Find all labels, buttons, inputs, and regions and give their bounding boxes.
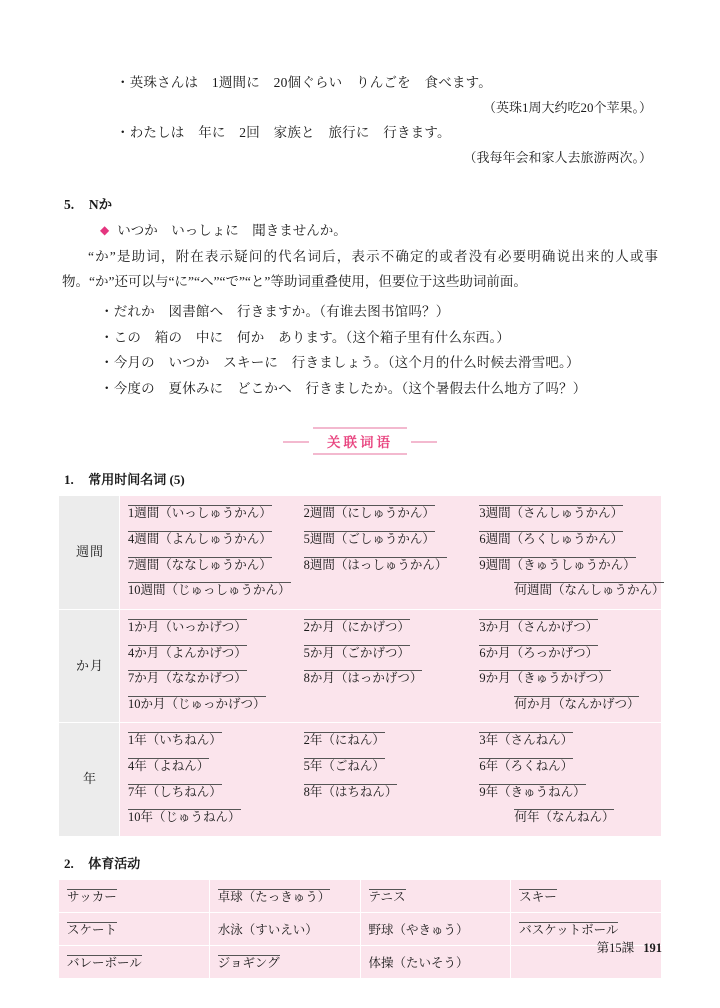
row-content [120, 723, 662, 837]
vocab-item: 7年（しちねん） [128, 784, 222, 799]
vocab-item: 10年（じゅうねん） [128, 810, 241, 825]
vocab-item: 1年（いちねん） [128, 733, 222, 748]
grammar-headline-row [100, 219, 662, 243]
vocab-item: 2週間（にしゅうかん） [303, 506, 435, 521]
sports-label: 体操（たいそう） [368, 955, 469, 970]
vocab-item: 3か月（さんかげつ） [479, 619, 599, 634]
sports-label: バスケットボール [519, 922, 619, 937]
table-row [59, 496, 662, 610]
sports-label: 水泳（すいえい） [217, 922, 318, 937]
lesson-label: 第15課 [596, 941, 635, 955]
sports-item [511, 879, 662, 912]
grammar-example: ・だれか 図書館へ 行きますか。（有谁去图书馆吗？） [100, 303, 450, 319]
vocab-item: 4年（よねん） [128, 759, 210, 774]
sports-label: バレーボール [67, 955, 142, 970]
sports-item [360, 879, 511, 912]
vocab-item: 2か月（にかげつ） [303, 619, 410, 634]
sports-label: 野球（やきゅう） [368, 922, 469, 937]
sports-table [58, 879, 662, 979]
grammar-example: ・この 箱の 中に 何か あります。（这个箱子里有什么东西。） [100, 329, 511, 345]
table-row [59, 879, 662, 912]
vocab-item: 6年（ろくねん） [479, 759, 574, 774]
grammar-headline: いつか いっしょに 聞きませんか。 [117, 222, 347, 238]
top-examples [58, 70, 662, 171]
vocab-item: 1週間（いっしゅうかん） [128, 506, 272, 521]
time-nouns-table [58, 495, 665, 837]
subsection-label: 体育活动 [88, 855, 141, 871]
sports-item [59, 912, 210, 945]
grammar-example: ・今月の いつか スキーに 行きましょう。（这个月的什么时候去滑雪吧。） [100, 355, 580, 371]
grammar-number: 5. [64, 196, 75, 212]
diamond-bullet-icon: ◆ [100, 223, 110, 237]
vocab-item: 8年（はちねん） [303, 784, 398, 799]
vocab-item: 10週間（じゅっしゅうかん） [128, 583, 291, 598]
row-content [120, 496, 665, 610]
vocab-item: 7週間（ななしゅうかん） [128, 557, 272, 572]
subsection-heading-2 [64, 853, 662, 872]
vocab-item: 4週間（よんしゅうかん） [128, 532, 272, 547]
sports-item [59, 945, 210, 978]
vocab-item: 8週間（はっしゅうかん） [303, 557, 448, 572]
vocab-item: 5週間（ごしゅうかん） [303, 532, 435, 547]
grammar-examples [58, 299, 662, 402]
row-label: 週間 [59, 496, 120, 610]
vocab-item: 4か月（よんかげつ） [128, 645, 247, 660]
sports-label: テニス [368, 889, 406, 904]
section-title-wrap [58, 427, 662, 455]
sports-label: スキー [519, 889, 557, 904]
vocab-item: 1か月（いっかげつ） [128, 619, 247, 634]
vocab-item: 3週間（さんしゅうかん） [479, 506, 624, 521]
subsection-number: 1. [64, 472, 74, 488]
sports-item [209, 945, 360, 978]
vocab-item: 7か月（ななかげつ） [128, 671, 247, 686]
subsection-heading-1 [64, 469, 662, 488]
sports-item [59, 879, 210, 912]
vocab-item: 5年（ごねん） [303, 759, 385, 774]
sports-item [209, 879, 360, 912]
vocab-item: 何年（なんねん） [514, 810, 615, 825]
vocab-item: 2年（にねん） [303, 733, 385, 748]
example-translation: （英珠1周大约吃20个苹果。） [482, 99, 652, 115]
vocab-item: 6か月（ろっかげつ） [479, 645, 599, 660]
sports-item [209, 912, 360, 945]
sports-label: 卓球（たっきゅう） [217, 889, 331, 904]
sports-label: ジョギング [217, 955, 280, 970]
table-row [59, 723, 662, 837]
sports-item [360, 945, 511, 978]
grammar-title: Nか [88, 196, 113, 212]
table-row [59, 609, 662, 723]
vocab-item: 9週間（きゅうしゅうかん） [479, 557, 636, 572]
vocab-item: 3年（さんねん） [479, 733, 574, 748]
table-row [59, 912, 662, 945]
table-row [59, 945, 662, 978]
sports-item [360, 912, 511, 945]
vocab-item: 10か月（じゅっかげつ） [128, 696, 266, 711]
vocab-item: 9か月（きゅうかげつ） [479, 671, 611, 686]
vocab-item: 9年（きゅうねん） [479, 784, 586, 799]
sports-label: サッカー [67, 889, 117, 904]
grammar-heading [64, 193, 662, 213]
vocab-item: 何週間（なんしゅうかん） [514, 583, 665, 598]
example-sentence: ・英珠さんは 1週間に 20個ぐらい りんごを 食べます。 [116, 75, 492, 90]
subsection-label: 常用时间名词 (5) [88, 472, 185, 488]
vocab-item: 8か月（はっかげつ） [303, 671, 423, 686]
sports-label: スケート [67, 922, 118, 937]
row-content [120, 609, 662, 723]
grammar-example: ・今度の 夏休みに どこかへ 行きましたか。（这个暑假去什么地方了吗？） [100, 380, 587, 396]
example-sentence: ・わたしは 年に 2回 家族と 旅行に 行きます。 [116, 125, 451, 141]
example-translation: （我每年会和家人去旅游两次。） [463, 149, 652, 165]
row-label: 年 [59, 723, 120, 837]
page-number: 191 [643, 941, 662, 955]
section-title: 关联词语 [313, 427, 407, 455]
vocab-item: 6週間（ろくしゅうかん） [479, 532, 624, 547]
row-label: か月 [59, 609, 120, 723]
vocab-item: 5か月（ごかげつ） [303, 645, 410, 660]
vocab-item: 何か月（なんかげつ） [514, 696, 640, 711]
grammar-explanation: “か”是助词，附在表示疑问的代名词后，表示不确定的或者没有必要明确说出来的人或事物。“か”还可以与“に”“へ”“で”“と”等助词重叠使用，但要位于这些助词前面。 [62, 248, 658, 289]
page-footer [597, 938, 662, 956]
subsection-number: 2. [64, 855, 74, 871]
